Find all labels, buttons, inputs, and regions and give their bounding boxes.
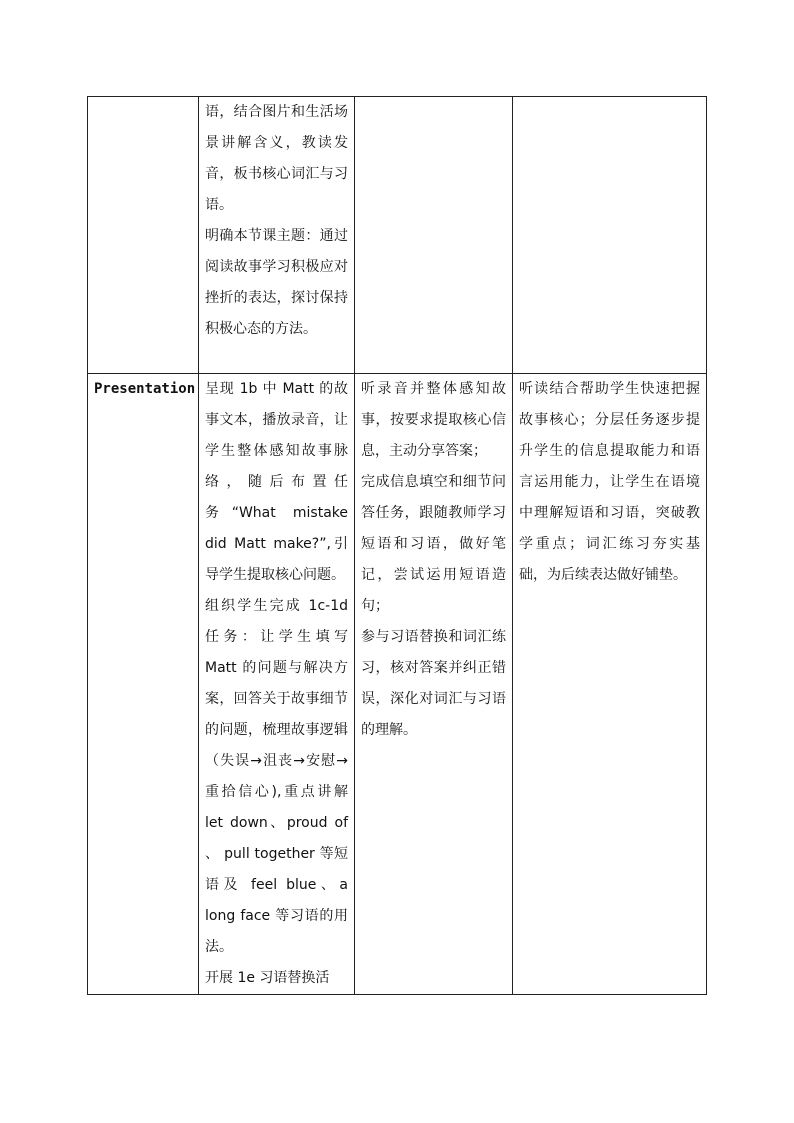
design-purpose-cell bbox=[513, 374, 707, 995]
student-activity-cell bbox=[355, 374, 513, 995]
stage-cell bbox=[88, 97, 199, 374]
table-row bbox=[88, 374, 707, 995]
teacher-activity-cell bbox=[199, 97, 355, 374]
teacher-paragraph: 组织学生完成 1c-1d 任务：让学生填写 Matt 的问题与解决方案，回答关于故事细节的问题，梳理故事逻辑（失误→沮丧→安慰→重拾信心),重点讲解 let down、proud of 、 pull together 等短语及 feel blue、a long face 等习语的用法。 bbox=[205, 598, 348, 955]
teacher-paragraph: 开展 1e 习语替换活 bbox=[205, 970, 330, 986]
table-row bbox=[88, 97, 707, 374]
teacher-paragraph: 明确本节课主题：通过阅读故事学习积极应对挫折的表达，探讨保持积极心态的方法。 bbox=[205, 228, 348, 337]
teacher-paragraph: 语，结合图片和生活场景讲解含义，教读发音，板书核心词汇与习语。 bbox=[205, 104, 348, 213]
student-paragraph: 参与习语替换和词汇练习，核对答案并纠正错误，深化对词汇与习语的理解。 bbox=[361, 629, 506, 738]
teacher-activity-cell bbox=[199, 374, 355, 995]
stage-label: Presentation bbox=[94, 381, 196, 397]
design-purpose-cell bbox=[513, 97, 707, 374]
student-activity-cell bbox=[355, 97, 513, 374]
student-paragraph: 完成信息填空和细节问答任务，跟随教师学习短语和习语，做好笔记，尝试运用短语造句； bbox=[361, 474, 506, 614]
lesson-plan-table bbox=[87, 96, 707, 995]
purpose-paragraph: 听读结合帮助学生快速把握故事核心；分层任务逐步提升学生的信息提取能力和语言运用能力，让学生在语境中理解短语和习语，突破教学重点；词汇练习夯实基础，为后续表达做好铺垫。 bbox=[519, 381, 700, 583]
teacher-paragraph: 呈现 1b 中 Matt 的故事文本，播放录音，让学生整体感知故事脉络，随后布置任务“What mistake did Matt make?”,引导学生提取核心问题。 bbox=[205, 381, 348, 583]
stage-cell bbox=[88, 374, 199, 995]
student-paragraph: 听录音并整体感知故事，按要求提取核心信息，主动分享答案； bbox=[361, 381, 506, 459]
